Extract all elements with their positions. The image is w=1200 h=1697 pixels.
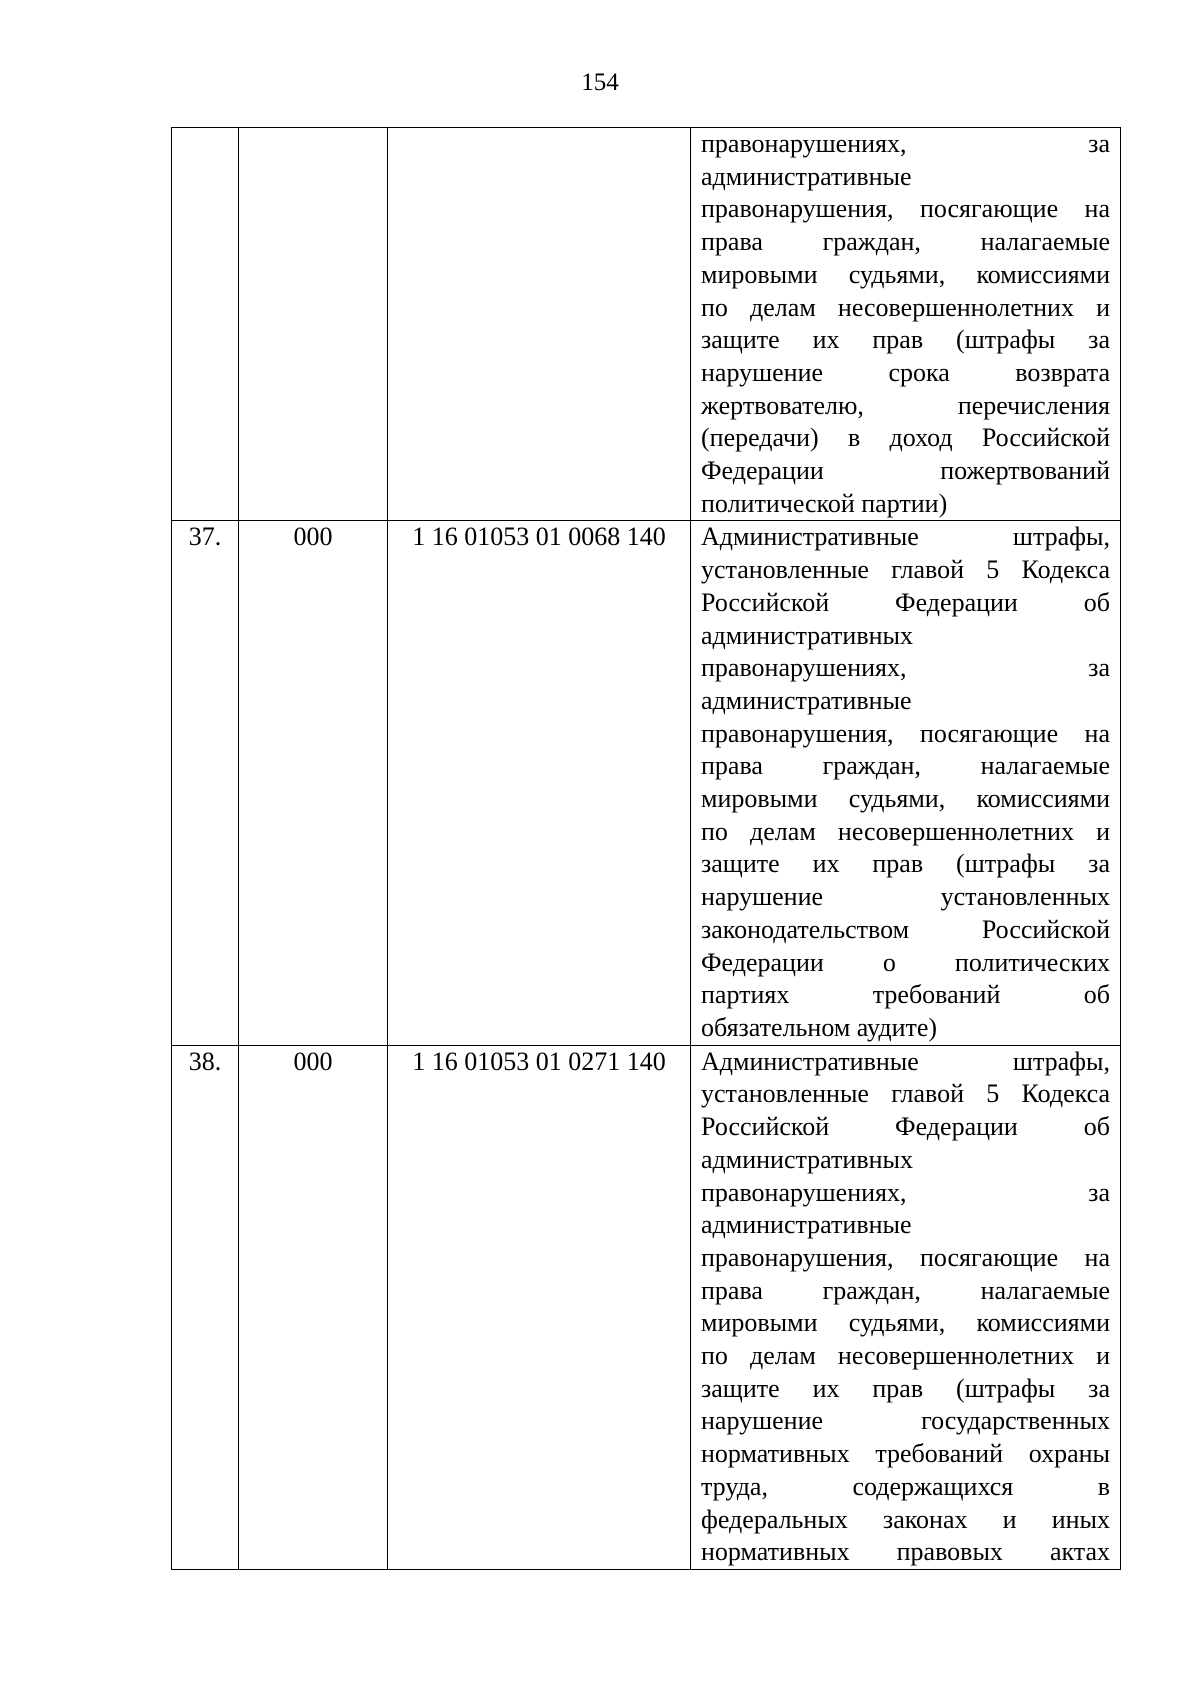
kbk-code-cell: 1 16 01053 01 0068 140 (388, 521, 691, 1045)
description-line: права граждан, налагаемые (701, 751, 1110, 781)
description-line: Административные штрафы, (701, 1046, 1110, 1076)
admin-code-cell: 000 (239, 1045, 388, 1569)
description-cell (691, 128, 1121, 521)
description-line: административные (701, 161, 912, 191)
kbk-code-cell: 1 16 01053 01 0271 140 (388, 1045, 691, 1569)
description-line: правонарушениях, за (701, 653, 1110, 683)
description-line: нормативных требований охраны (701, 1439, 1110, 1469)
admin-code-cell (239, 128, 388, 521)
description-line: по делам несовершеннолетних и (701, 816, 1110, 846)
admin-code-cell: 000 (239, 521, 388, 1045)
description-line: (передачи) в доход Российской (701, 423, 1110, 453)
description-line: жертвователю, перечисления (701, 390, 1110, 420)
row-number-cell (172, 128, 239, 521)
description-line: правонарушения, посягающие на (701, 1242, 1110, 1272)
description-line: мировыми судьями, комиссиями (701, 784, 1110, 814)
description-line: нарушение государственных (701, 1406, 1110, 1436)
description-line: административных (701, 620, 913, 650)
description-line: Федерации пожертвований (701, 456, 1110, 486)
description-line: Российской Федерации об (701, 587, 1110, 617)
description-line: Российской Федерации об (701, 1112, 1110, 1142)
description-line: права граждан, налагаемые (701, 227, 1110, 257)
kbk-code-cell (388, 128, 691, 521)
description-line: партиях требований об (701, 980, 1110, 1010)
description-line: административные (701, 685, 912, 715)
description-line: федеральных законах и иных (701, 1504, 1110, 1534)
description-line: обязательном аудите) (701, 1012, 938, 1042)
description-cell (691, 521, 1121, 1045)
classification-table (171, 127, 1121, 1570)
page-number: 154 (581, 69, 619, 96)
description-line: нарушение установленных (701, 882, 1110, 912)
description-line: защите их прав (штрафы за (701, 325, 1110, 355)
description-line: Административные штрафы, (701, 522, 1110, 552)
table-body (172, 128, 1121, 1570)
description-line: нарушение срока возврата (701, 357, 1110, 387)
description-line: защите их прав (штрафы за (701, 1373, 1110, 1403)
description-line: защите их прав (штрафы за (701, 849, 1110, 879)
row-number-cell: 38. (172, 1045, 239, 1569)
description-line: по делам несовершеннолетних и (701, 292, 1110, 322)
description-line: мировыми судьями, комиссиями (701, 259, 1110, 289)
description-line: законодательством Российской (701, 914, 1110, 944)
description-line: Федерации о политических (701, 947, 1110, 977)
description-line: административные (701, 1210, 912, 1240)
description-line: правонарушениях, за (701, 129, 1110, 158)
description-line: нормативных правовых актах (701, 1537, 1110, 1567)
description-line: административных (701, 1144, 913, 1174)
description-line: политической партии) (701, 488, 948, 518)
description-line: по делам несовершеннолетних и (701, 1341, 1110, 1371)
description-line: установленные главой 5 Кодекса (701, 1079, 1110, 1109)
description-line: установленные главой 5 Кодекса (701, 555, 1110, 585)
description-line: права граждан, налагаемые (701, 1275, 1110, 1305)
description-line: труда, содержащихся в (701, 1471, 1110, 1501)
table-row (172, 1045, 1121, 1569)
table-row (172, 521, 1121, 1045)
description-line: правонарушения, посягающие на (701, 194, 1110, 224)
description-line: правонарушения, посягающие на (701, 718, 1110, 748)
description-line: правонарушениях, за (701, 1177, 1110, 1207)
description-line: мировыми судьями, комиссиями (701, 1308, 1110, 1338)
description-cell (691, 1045, 1121, 1569)
table-row (172, 128, 1121, 521)
row-number-cell: 37. (172, 521, 239, 1045)
